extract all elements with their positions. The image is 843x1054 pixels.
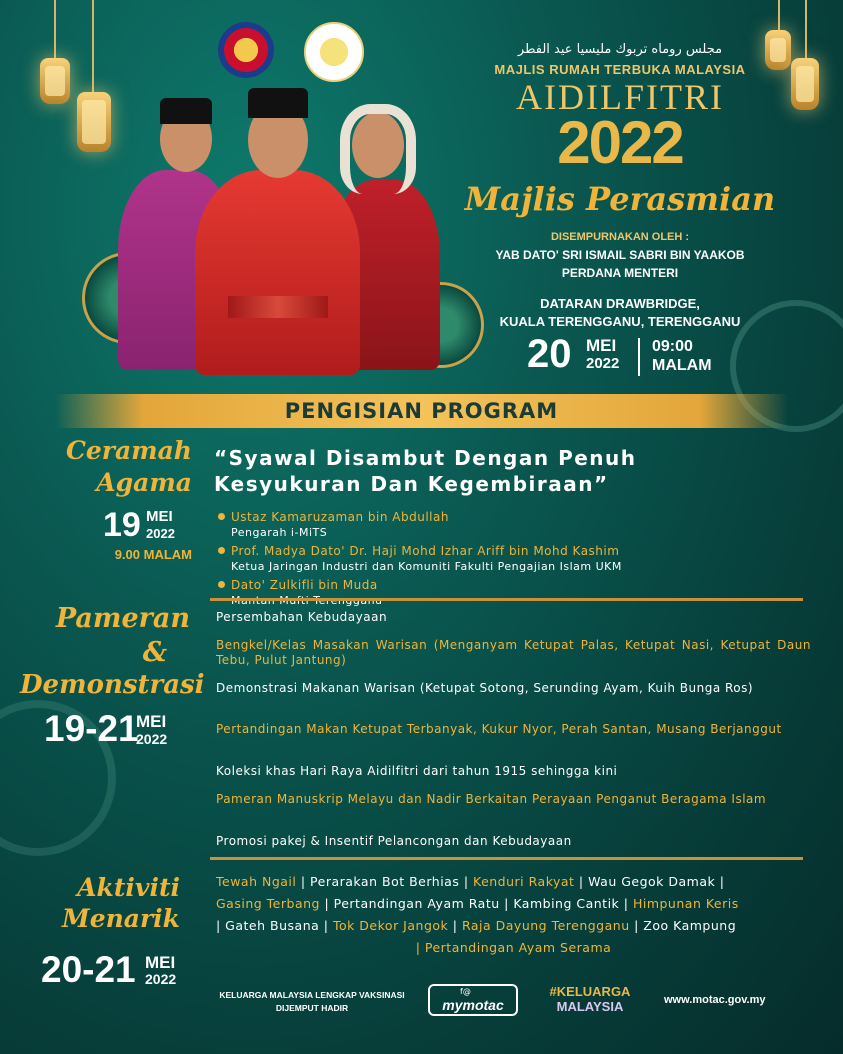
samping-sash xyxy=(228,296,328,318)
venue-line1: DATARAN DRAWBRIDGE, xyxy=(540,296,700,311)
terengganu-crest-logo xyxy=(304,22,364,82)
aktiviti-month: MEI xyxy=(145,953,176,972)
activity-item: Tewah Ngail xyxy=(216,874,297,889)
event-title-line1: MAJLIS RUMAH TERBUKA MALAYSIA xyxy=(494,62,746,77)
ceramah-time: 9.00 MALAM xyxy=(114,547,192,562)
activity-item: Gasing Terbang xyxy=(216,896,320,911)
jawi-title: مجلس روماه تربوك مليسيا عيد الفطر xyxy=(517,42,723,57)
footer-tagline: KELUARGA MALAYSIA LENGKAP VAKSINASI xyxy=(219,990,405,1000)
pameran-label: Pameran xyxy=(55,603,190,634)
bullet-icon xyxy=(218,547,225,554)
speaker-item xyxy=(218,540,778,574)
songkok-icon xyxy=(248,88,308,118)
officiant-title: PERDANA MENTERI xyxy=(561,266,679,280)
section-divider xyxy=(210,857,803,860)
majlis-perasmian-title: Majlis Perasmian xyxy=(464,180,776,218)
date-time-separator xyxy=(638,338,640,376)
activity-item: | Pertandingan Ayam Ratu | Kambing Cantik | xyxy=(319,896,633,911)
ceramah-day: 19 xyxy=(103,506,141,544)
officiant-name: YAB DATO' SRI ISMAIL SABRI BIN YAAKOB xyxy=(495,248,745,262)
main-event-year: 2022 xyxy=(586,355,620,372)
activity-item: | Zoo Kampung xyxy=(629,918,737,933)
agama-label: Agama xyxy=(96,468,192,497)
malaysia-text: MALAYSIA xyxy=(556,999,624,1014)
pameran-item: Demonstrasi Makanan Warisan (Ketupat Sotong, Serunding Ayam, Kuih Bunga Ros) xyxy=(216,681,754,695)
lantern-icon xyxy=(40,58,70,104)
footer-invite: DIJEMPUT HADIR xyxy=(275,1003,349,1013)
aktiviti-days: 20-21 xyxy=(41,949,136,990)
event-year: 2022 xyxy=(557,109,683,176)
speaker-name: Prof. Madya Dato' Dr. Haji Mohd Izhar Ariff bin Mohd Kashim xyxy=(231,544,620,558)
bullet-icon xyxy=(218,513,225,520)
pameran-item: Persembahan Kebudayaan xyxy=(216,610,388,624)
speaker-name: Dato' Zulkifli bin Muda xyxy=(231,578,378,592)
social-icons: f@ xyxy=(460,987,474,996)
pameran-item: Pertandingan Makan Ketupat Terbanyak, Kukur Nyor, Perah Santan, Musang Berjanggut xyxy=(216,722,782,736)
lantern-string xyxy=(92,0,94,92)
activity-item: Himpunan Keris xyxy=(632,896,739,911)
social-handle: mymotac xyxy=(442,997,504,1013)
keluarga-malaysia-logo xyxy=(540,984,640,1014)
pameran-item: Koleksi khas Hari Raya Aidilfitri dari tahun 1915 sehingga kini xyxy=(216,764,618,778)
aktiviti-year: 2022 xyxy=(145,971,177,987)
ampersand-label: & xyxy=(142,637,168,668)
ceramah-quote-line1: “Syawal Disambut Dengan Penuh xyxy=(214,446,637,470)
main-event-month: MEI xyxy=(586,336,617,355)
main-event-time: 09:00 xyxy=(652,338,693,355)
person-center-figure xyxy=(195,170,360,375)
activity-item: | Gateh Busana | xyxy=(216,918,333,933)
venue-line2: KUALA TERENGGANU, TERENGGANU xyxy=(499,314,741,329)
event-title-aidilfitri: AIDILFITRI xyxy=(516,77,724,117)
activity-item: Raja Dayung Terengganu xyxy=(461,918,630,933)
speaker-item xyxy=(218,574,778,608)
speaker-item xyxy=(218,506,778,540)
section-divider xyxy=(210,598,803,601)
activity-item: Tok Dekor Jangok xyxy=(332,918,449,933)
activity-item: | xyxy=(448,918,462,933)
program-title-bar: PENGISIAN PROGRAM xyxy=(55,394,788,428)
aktiviti-line xyxy=(216,918,816,933)
speaker-list xyxy=(218,506,778,608)
aktiviti-line xyxy=(216,874,816,889)
coat-of-arms-logo xyxy=(218,22,274,78)
speaker-name: Ustaz Kamaruzaman bin Abdullah xyxy=(231,510,449,524)
speaker-role: Pengarah i-MiTS xyxy=(231,526,328,539)
activity-item: Kenduri Rakyat xyxy=(473,874,575,889)
songkok-icon xyxy=(160,98,212,124)
main-event-time-period: MALAM xyxy=(652,357,712,374)
activity-item: | Perarakan Bot Berhias | xyxy=(296,874,473,889)
pameran-days: 19-21 xyxy=(44,708,139,749)
keluarga-text: #KELUARGA xyxy=(549,984,631,999)
aktiviti-label: Aktiviti xyxy=(77,873,180,902)
speaker-role: Ketua Jaringan Industri dan Komuniti Fakulti Pengajian Islam UKM xyxy=(231,560,622,573)
lantern-string xyxy=(54,0,56,58)
main-event-day: 20 xyxy=(527,332,572,376)
lantern-string xyxy=(778,0,780,30)
ceramah-year: 2022 xyxy=(146,526,175,541)
pameran-month: MEI xyxy=(136,712,167,731)
mymotac-social-logo[interactable] xyxy=(428,984,518,1016)
hijab-icon xyxy=(340,104,416,194)
pameran-item: Pameran Manuskrip Melayu dan Nadir Berkaitan Perayaan Penganut Beragama Islam xyxy=(216,792,767,806)
lantern-string xyxy=(805,0,807,58)
pameran-item: Bengkel/Kelas Masakan Warisan (Menganyam Ketupat Palas, Ketupat Nasi, Ketupat Daun Tebu, Pulut Jantung) xyxy=(216,638,811,667)
activity-item: | Wau Gegok Damak | xyxy=(574,874,725,889)
ceramah-month: MEI xyxy=(146,508,173,525)
lantern-icon xyxy=(77,92,111,152)
ceramah-quote-line2: Kesyukuran Dan Kegembiraan” xyxy=(214,472,609,496)
pameran-year: 2022 xyxy=(136,731,168,747)
bullet-icon xyxy=(218,581,225,588)
website-link[interactable]: www.motac.gov.my xyxy=(664,994,766,1006)
aktiviti-line xyxy=(216,896,816,911)
officiated-label: DISEMPURNAKAN OLEH : xyxy=(550,231,690,243)
ceramah-label: Ceramah xyxy=(65,436,192,465)
demonstrasi-label: Demonstrasi xyxy=(20,670,205,700)
lantern-icon xyxy=(791,58,819,110)
aktiviti-line: | Pertandingan Ayam Serama xyxy=(415,940,612,955)
pameran-item: Promosi pakej & Insentif Pelancongan dan Kebudayaan xyxy=(216,834,572,848)
menarik-label: Menarik xyxy=(62,904,180,933)
